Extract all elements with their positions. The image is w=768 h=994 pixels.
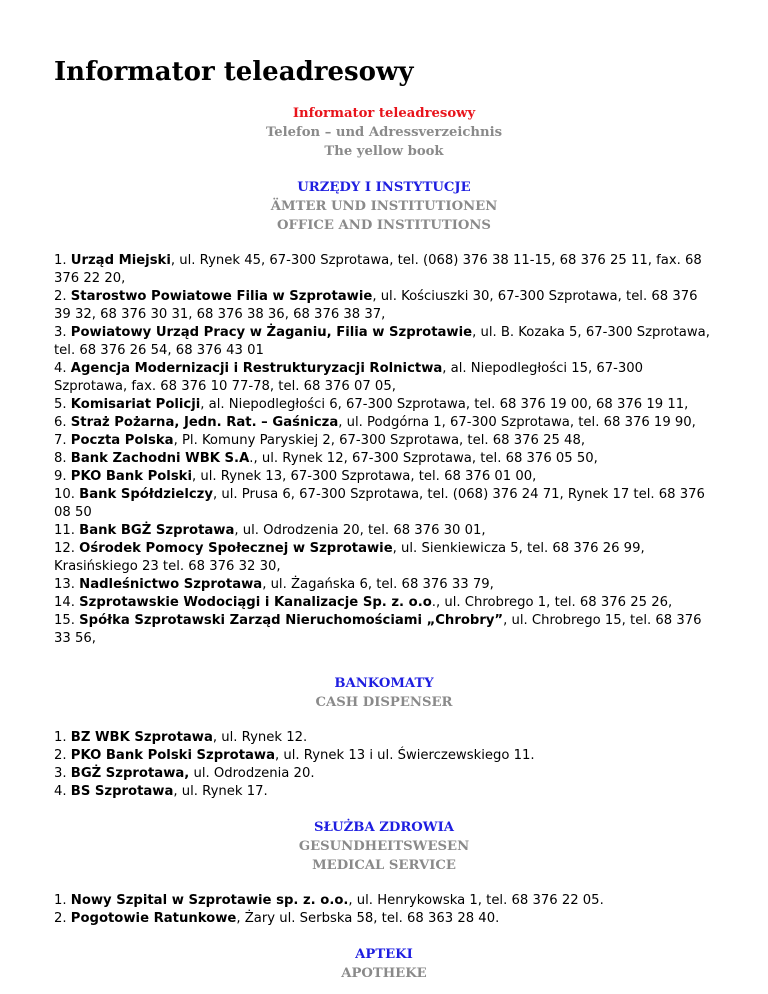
item-number: 2. <box>54 748 71 763</box>
list-item <box>54 765 714 783</box>
item-name: PKO Bank Polski <box>70 469 192 484</box>
atm-list <box>54 729 714 801</box>
item-details: , ul. Rynek 17. <box>173 784 268 799</box>
list-item <box>54 910 714 928</box>
item-number: 3. <box>54 766 71 781</box>
item-details: , ul. Kościuszki 30, 67-300 Szprotawa, tel. 68 376 39 32, 68 376 30 31, 68 376 38 36, 68 376 38 37, <box>54 289 698 322</box>
item-name: Ośrodek Pomocy Społecznej w Szprotawie <box>79 541 393 556</box>
item-number: 4. <box>54 784 71 799</box>
section-title-pl: URZĘDY I INSTYTUCJE <box>297 180 471 195</box>
section-title-de: GESUNDHEITSWESEN <box>298 839 470 854</box>
list-item <box>54 324 714 360</box>
list-item <box>54 450 714 468</box>
offices-list <box>54 252 714 648</box>
list-item <box>54 414 714 432</box>
list-item <box>54 468 714 486</box>
list-item <box>54 747 714 765</box>
section-pharmacy-heading <box>54 945 714 983</box>
list-item <box>54 540 714 576</box>
item-details: , ul. Podgórna 1, 67-300 Szprotawa, tel. 68 376 19 90, <box>338 415 696 430</box>
item-number: 9. <box>54 469 71 484</box>
health-list <box>54 892 714 928</box>
item-number: 6. <box>54 415 71 430</box>
item-name: Powiatowy Urząd Pracy w Żaganiu, Filia w Szprotawie <box>70 325 473 340</box>
list-item <box>54 360 714 396</box>
item-name: Poczta Polska <box>70 433 174 448</box>
item-name: Pogotowie Ratunkowe <box>70 911 237 926</box>
list-item <box>54 522 714 540</box>
list-item <box>54 396 714 414</box>
item-number: 5. <box>54 397 71 412</box>
item-details: , ul. Rynek 13, 67-300 Szprotawa, tel. 68 376 01 00, <box>191 469 537 484</box>
item-number: 11. <box>54 523 80 538</box>
section-title-en: OFFICE AND INSTITUTIONS <box>277 218 491 233</box>
list-item <box>54 288 714 324</box>
item-name: BGŻ Szprotawa, <box>70 766 190 781</box>
section-title-de: APOTHEKE <box>341 966 427 981</box>
item-number: 1. <box>54 893 71 908</box>
list-item <box>54 612 714 648</box>
item-number: 2. <box>54 911 71 926</box>
header-line-en: The yellow book <box>324 144 444 159</box>
section-health-heading <box>54 818 714 875</box>
section-title-pl: BANKOMATY <box>334 676 434 691</box>
item-details: , ul. Sienkiewicza 5, tel. 68 376 26 99, Krasińskiego 23 tel. 68 376 32 30, <box>54 541 645 574</box>
header-line-de: Telefon – und Adressverzeichnis <box>265 125 503 140</box>
item-name: PKO Bank Polski Szprotawa <box>70 748 276 763</box>
item-details: , Pl. Komuny Paryskiej 2, 67-300 Szprotawa, tel. 68 376 25 48, <box>173 433 586 448</box>
item-details: , ul. Rynek 13 i ul. Świerczewskiego 11. <box>275 748 535 763</box>
list-item <box>54 576 714 594</box>
item-details: , ul. Żagańska 6, tel. 68 376 33 79, <box>262 577 494 592</box>
list-item <box>54 729 714 747</box>
list-item <box>54 892 714 910</box>
item-number: 13. <box>54 577 80 592</box>
item-number: 1. <box>54 253 71 268</box>
item-details: , ul. Rynek 12. <box>212 730 308 745</box>
item-name: Bank BGŻ Szprotawa <box>79 523 235 538</box>
item-details: ., ul. Rynek 12, 67-300 Szprotawa, tel. 68 376 05 50, <box>249 451 598 466</box>
item-details: ul. Odrodzenia 20. <box>189 766 315 781</box>
section-atm-heading <box>54 674 714 712</box>
item-name: Szprotawskie Wodociągi i Kanalizacje Sp. z. o.o <box>79 595 432 610</box>
section-title-de: ÄMTER UND INSTITUTIONEN <box>270 199 498 214</box>
item-details: , ul. Chrobrego 15, tel. 68 376 33 56, <box>54 613 702 646</box>
header-line-pl: Informator teleadresowy <box>292 106 476 121</box>
item-details: , ul. Henrykowska 1, tel. 68 376 22 05. <box>348 893 604 908</box>
section-title-en: CASH DISPENSER <box>315 695 453 710</box>
item-number: 15. <box>54 613 80 628</box>
page-title: Informator teleadresowy <box>54 57 414 87</box>
item-name: Agencja Modernizacji i Restrukturyzacji Rolnictwa <box>70 361 443 376</box>
item-details: , al. Niepodległości 15, 67-300 Szprotawa, fax. 68 376 10 77-78, tel. 68 376 07 05, <box>54 361 644 394</box>
section-title-pl: SŁUŻBA ZDROWIA <box>314 820 454 835</box>
item-name: Straż Pożarna, Jedn. Rat. – Gaśnicza <box>70 415 339 430</box>
item-name: Starostwo Powiatowe Filia w Szprotawie <box>70 289 373 304</box>
item-details: , al. Niepodległości 6, 67-300 Szprotawa, tel. 68 376 19 00, 68 376 19 11, <box>200 397 689 412</box>
section-title-pl: APTEKI <box>355 947 413 962</box>
item-name: BS Szprotawa <box>70 784 174 799</box>
item-number: 14. <box>54 595 80 610</box>
item-name: Nadleśnictwo Szprotawa <box>79 577 263 592</box>
item-name: Komisariat Policji <box>70 397 201 412</box>
item-details: , ul. Rynek 45, 67-300 Szprotawa, tel. (068) 376 38 11-15, 68 376 25 11, fax. 68 376 22 20, <box>54 253 702 286</box>
item-name: BZ WBK Szprotawa <box>70 730 213 745</box>
header-block <box>54 104 714 161</box>
item-details: , Żary ul. Serbska 58, tel. 68 363 28 40. <box>236 911 500 926</box>
section-offices-heading <box>54 178 714 235</box>
item-name: Bank Zachodni WBK S.A <box>70 451 250 466</box>
section-title-en: MEDICAL SERVICE <box>312 858 456 873</box>
item-number: 10. <box>54 487 80 502</box>
item-details: , ul. B. Kozaka 5, 67-300 Szprotawa, tel. 68 376 26 54, 68 376 43 01 <box>54 325 710 358</box>
item-number: 7. <box>54 433 71 448</box>
item-details: , ul. Prusa 6, 67-300 Szprotawa, tel. (068) 376 24 71, Rynek 17 tel. 68 376 08 50 <box>54 487 705 520</box>
item-details: , ul. Odrodzenia 20, tel. 68 376 30 01, <box>234 523 486 538</box>
list-item <box>54 486 714 522</box>
item-number: 3. <box>54 325 71 340</box>
item-name: Spółka Szprotawski Zarząd Nieruchomościami „Chrobry” <box>79 613 504 628</box>
item-number: 2. <box>54 289 71 304</box>
item-name: Urząd Miejski <box>70 253 171 268</box>
list-item <box>54 432 714 450</box>
item-name: Bank Spółdzielczy <box>79 487 213 502</box>
list-item <box>54 594 714 612</box>
item-name: Nowy Szpital w Szprotawie sp. z. o.o. <box>70 893 349 908</box>
item-number: 1. <box>54 730 71 745</box>
item-number: 8. <box>54 451 71 466</box>
item-details: ., ul. Chrobrego 1, tel. 68 376 25 26, <box>431 595 673 610</box>
item-number: 4. <box>54 361 71 376</box>
list-item <box>54 783 714 801</box>
item-number: 12. <box>54 541 80 556</box>
list-item <box>54 252 714 288</box>
